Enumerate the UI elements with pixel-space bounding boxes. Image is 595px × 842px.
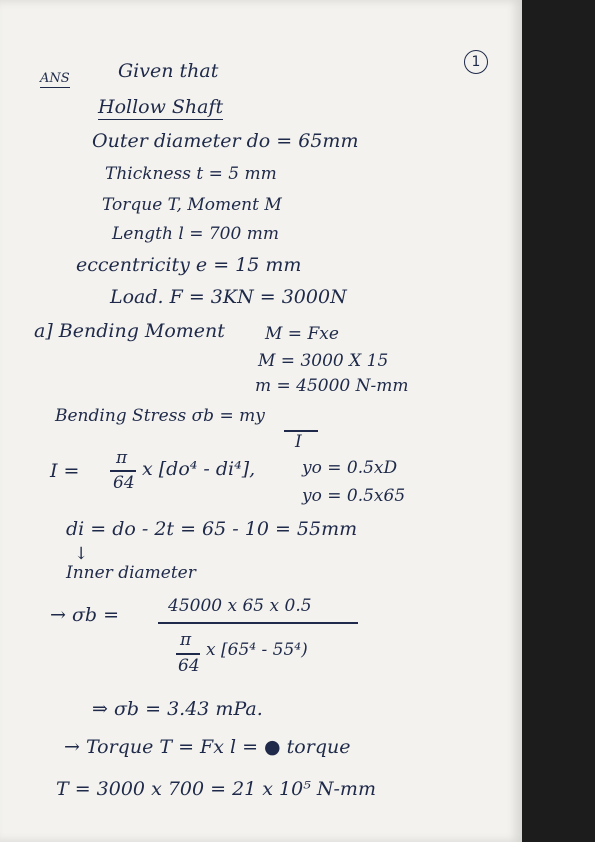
part-a-heading: a] Bending Moment	[34, 320, 225, 342]
stress-fraction-bar	[158, 622, 358, 624]
torque-line: → Torque T = Fx l = ● torque	[64, 736, 351, 758]
moment-eq-2: M = 3000 X 15	[258, 351, 389, 371]
background-edge	[522, 0, 595, 842]
eccentricity-line: eccentricity e = 15 mm	[76, 254, 302, 276]
stress-lhs: → σb =	[50, 604, 120, 626]
yo-eq-1: yo = 0.5xD	[302, 458, 398, 478]
inner-diameter-label: Inner diameter	[66, 563, 196, 583]
bending-stress-denominator: I	[295, 432, 302, 452]
inertia-lhs: I =	[50, 460, 80, 482]
stress-result: ⇒ σb = 3.43 mPa.	[92, 698, 263, 720]
ans-label: ANS	[40, 71, 70, 86]
page-number: 1	[464, 50, 488, 74]
inertia-bracket: x [do⁴ - di⁴],	[142, 458, 256, 480]
inner-diameter-eq: di = do - 2t = 65 - 10 = 55mm	[66, 518, 358, 540]
stress-den-64: 64	[178, 656, 200, 676]
moment-eq-3: m = 45000 N-mm	[255, 376, 409, 396]
inertia-64: 64	[113, 473, 135, 493]
thickness-line: Thickness t = 5 mm	[105, 164, 277, 184]
inertia-pi: π	[116, 448, 128, 468]
stress-numerator: 45000 x 65 x 0.5	[168, 596, 312, 616]
given-line: Given that	[118, 60, 219, 82]
stress-den-rest: x [65⁴ - 55⁴)	[206, 640, 308, 660]
inertia-fraction-bar	[110, 470, 136, 472]
stress-den-pi-bar	[176, 653, 200, 655]
torque-value-line: T = 3000 x 700 = 21 x 10⁵ N-mm	[56, 778, 376, 800]
length-line: Length l = 700 mm	[112, 224, 279, 244]
stress-den-pi: π	[180, 630, 192, 650]
bending-stress-line: Bending Stress σb = my	[55, 406, 265, 426]
outer-diameter-line: Outer diameter do = 65mm	[92, 130, 359, 152]
yo-eq-2: yo = 0.5x65	[302, 486, 406, 506]
load-line: Load. F = 3KN = 3000N	[110, 286, 347, 308]
arrow-down-icon: ↓	[74, 544, 89, 564]
torque-moment-line: Torque T, Moment M	[102, 195, 282, 215]
hollow-shaft-heading: Hollow Shaft	[98, 96, 224, 118]
moment-eq-1: M = Fxe	[265, 324, 339, 344]
